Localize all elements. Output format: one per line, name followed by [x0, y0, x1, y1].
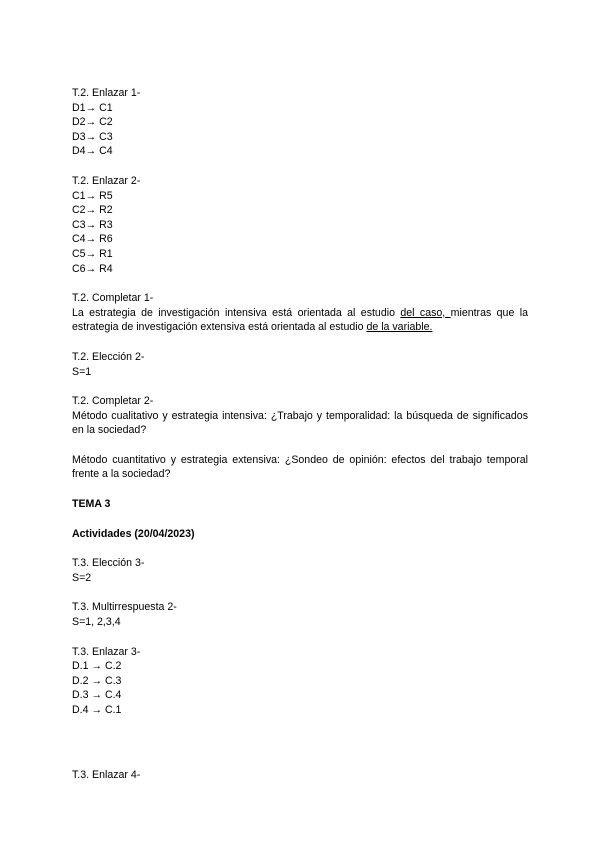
match-line: C6→ R4: [72, 262, 113, 275]
match-line: D4→ C4: [72, 145, 113, 158]
section-title: T.2. Enlazar 2-: [72, 174, 141, 187]
match-line: C4→ R6: [72, 233, 113, 246]
match-line: D2→ C2: [72, 116, 113, 129]
section-t2-enlazar-2: [72, 174, 528, 276]
answer-line: S=2: [72, 571, 92, 584]
match-line: D.2 → C.3: [72, 674, 122, 687]
section-t2-completar-2: [72, 394, 528, 438]
answer-paragraph: Método cuantitativo y estrategia extensiva: ¿Sondeo de opinión: efectos del trabajo temporal frente a la sociedad?: [72, 453, 528, 481]
section-t3-enlazar-4: [72, 768, 528, 783]
match-line: D1→ C1: [72, 101, 113, 114]
match-line: C5→ R1: [72, 247, 113, 260]
match-line: C2→ R2: [72, 204, 113, 217]
activities-heading-block: [72, 527, 528, 542]
section-t2-completar-1: [72, 291, 528, 335]
match-line: D3→ C3: [72, 130, 113, 143]
match-line: D.1 → C.2: [72, 660, 122, 673]
section-title: T.2. Completar 1-: [72, 292, 154, 305]
section-t3-multirrespuesta-2: [72, 600, 528, 629]
section-title: T.3. Multirrespuesta 2-: [72, 601, 177, 614]
paragraph-text: mientras que la estrategia de investigación extensiva está orientada al estudio: [72, 306, 528, 334]
section-t3-eleccion-3: [72, 556, 528, 585]
section-title: T.2. Completar 2-: [72, 395, 154, 408]
section-t2-completar-2-extra: [72, 453, 528, 482]
document-page: [72, 86, 528, 782]
tema-3-heading-block: [72, 497, 528, 512]
underlined-answer: del caso,: [400, 306, 451, 319]
section-title: T.2. Enlazar 1-: [72, 87, 141, 99]
section-title: T.2. Elección 2-: [72, 350, 145, 363]
match-line: D.4 → C.1: [72, 704, 122, 716]
answer-line: S=1: [72, 365, 92, 378]
activities-heading: Actividades (20/04/2023): [72, 527, 195, 540]
answer-paragraph: Método cualitativo y estrategia intensiva: ¿Trabajo y temporalidad: la búsqueda de significados en la sociedad?: [72, 409, 528, 437]
completar-paragraph: [72, 306, 528, 335]
match-line: D.3 → C.4: [72, 689, 122, 702]
paragraph-text: La estrategia de investigación intensiva está orientada al estudio: [72, 306, 401, 319]
match-line: C1→ R5: [72, 189, 113, 202]
section-t3-enlazar-3: [72, 645, 528, 718]
section-t2-eleccion-2: [72, 350, 528, 379]
tema-heading: TEMA 3: [72, 498, 111, 511]
section-title: T.3. Enlazar 3-: [72, 645, 141, 658]
section-t2-enlazar-1: [72, 86, 528, 159]
section-title: T.3. Elección 3-: [72, 557, 145, 570]
underlined-answer: de la variable.: [366, 321, 433, 334]
answer-line: S=1, 2,3,4: [72, 616, 121, 629]
section-title: T.3. Enlazar 4-: [72, 768, 141, 781]
match-line: C3→ R3: [72, 218, 113, 231]
